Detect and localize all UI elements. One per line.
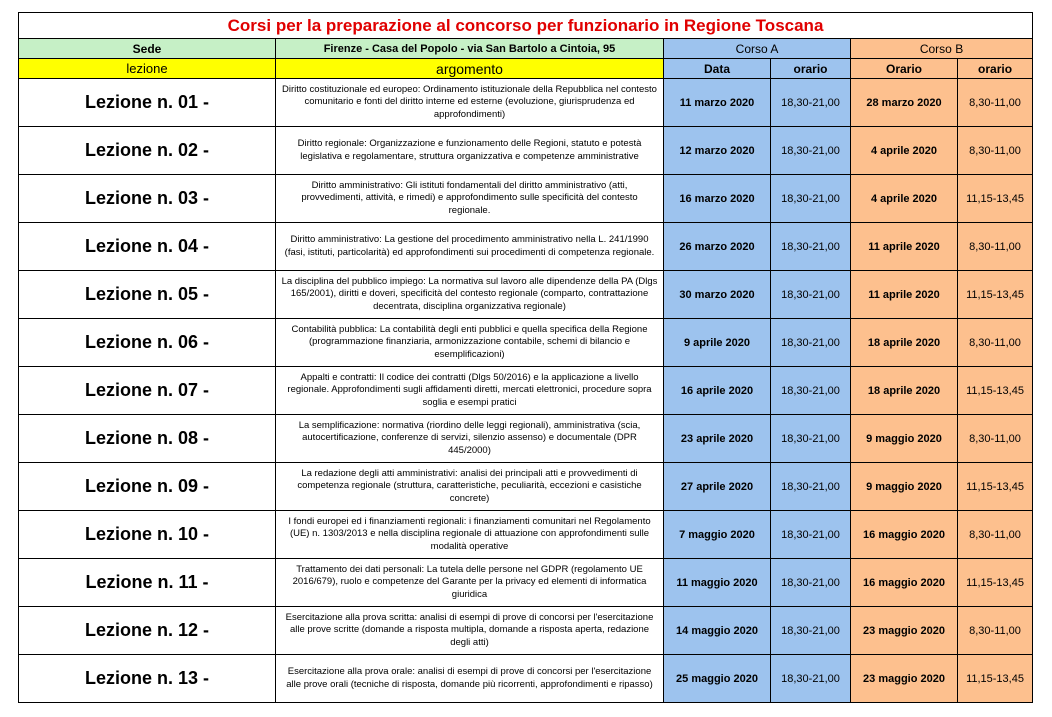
corso-b-time: 8,30-11,00 (958, 415, 1033, 463)
lesson-name: Lezione n. 10 - (19, 511, 276, 559)
lesson-topic: Diritto regionale: Organizzazione e funzionamento delle Regioni, statuto e potestà legislativa e regolamentare, struttura organizzativa e competenze amministrative (276, 127, 664, 175)
lesson-name: Lezione n. 12 - (19, 607, 276, 655)
table-row (19, 319, 1033, 367)
corso-a-date: 23 aprile 2020 (664, 415, 771, 463)
corso-b-date: 16 maggio 2020 (851, 511, 958, 559)
table-row (19, 415, 1033, 463)
lezione-header: lezione (19, 59, 276, 79)
corso-a-time: 18,30-21,00 (771, 415, 851, 463)
corso-b-date: 9 maggio 2020 (851, 463, 958, 511)
corso-a-date: 27 aprile 2020 (664, 463, 771, 511)
corso-a-time: 18,30-21,00 (771, 367, 851, 415)
lesson-topic: La semplificazione: normativa (riordino delle leggi regionali), amministrativa (scia, autocertificazione, conferenze di servizi, silenzio assenso) e documentale (DPR 445/2000) (276, 415, 664, 463)
lesson-name: Lezione n. 06 - (19, 319, 276, 367)
lesson-name: Lezione n. 03 - (19, 175, 276, 223)
corso-a-time: 18,30-21,00 (771, 463, 851, 511)
sede-label: Sede (19, 39, 276, 59)
orario-b-header-1: Orario (851, 59, 958, 79)
corso-a-time: 18,30-21,00 (771, 271, 851, 319)
corso-a-date: 9 aprile 2020 (664, 319, 771, 367)
orario-a-header: orario (771, 59, 851, 79)
corso-b-time: 11,15-13,45 (958, 367, 1033, 415)
corso-b-time: 11,15-13,45 (958, 559, 1033, 607)
table-row (19, 511, 1033, 559)
corso-b-date: 11 aprile 2020 (851, 271, 958, 319)
lesson-topic: Esercitazione alla prova orale: analisi di esempi di prove di concorsi per l'esercitazione alle prove orali (tecniche di risposta, domande più ricorrenti, approfondimenti e ripasso) (276, 655, 664, 703)
orario-b-header-2: orario (958, 59, 1033, 79)
corso-b-date: 16 maggio 2020 (851, 559, 958, 607)
corso-b-date: 18 aprile 2020 (851, 319, 958, 367)
lesson-topic: Contabilità pubblica: La contabilità degli enti pubblici e quella specifica della Regione (programmazione finanziaria, armonizzazione contabile, schemi di bilancio e esemplificazioni) (276, 319, 664, 367)
sede-value: Firenze - Casa del Popolo - via San Bartolo a Cintoia, 95 (276, 39, 664, 59)
corso-b-date: 4 aprile 2020 (851, 127, 958, 175)
corso-a-date: 26 marzo 2020 (664, 223, 771, 271)
corso-a-date: 25 maggio 2020 (664, 655, 771, 703)
corso-b-time: 8,30-11,00 (958, 127, 1033, 175)
corso-a-time: 18,30-21,00 (771, 607, 851, 655)
schedule-table (18, 12, 1033, 703)
lesson-name: Lezione n. 05 - (19, 271, 276, 319)
corso-a-time: 18,30-21,00 (771, 79, 851, 127)
corso-b-time: 8,30-11,00 (958, 511, 1033, 559)
lesson-name: Lezione n. 04 - (19, 223, 276, 271)
table-row (19, 271, 1033, 319)
lesson-topic: Esercitazione alla prova scritta: analisi di esempi di prove di concorsi per l'esercitazione alle prove scritte (domande a risposta multipla, domande a risposta aperta, redazione degli atti) (276, 607, 664, 655)
corso-a-date: 11 marzo 2020 (664, 79, 771, 127)
corso-a-date: 16 marzo 2020 (664, 175, 771, 223)
lesson-name: Lezione n. 07 - (19, 367, 276, 415)
corso-b-date: 23 maggio 2020 (851, 655, 958, 703)
corso-b-date: 18 aprile 2020 (851, 367, 958, 415)
data-header: Data (664, 59, 771, 79)
table-row (19, 367, 1033, 415)
corso-a-date: 14 maggio 2020 (664, 607, 771, 655)
table-row (19, 655, 1033, 703)
argomento-header: argomento (276, 59, 664, 79)
lesson-name: Lezione n. 13 - (19, 655, 276, 703)
lesson-topic: I fondi europei ed i finanziamenti regionali: i finanziamenti comunitari nel Regolamento (UE) n. 1303/2013 e nella disciplina regionale di attuazione con approfondimenti sulle modalità operative (276, 511, 664, 559)
corso-a-header: Corso A (664, 39, 851, 59)
corso-a-time: 18,30-21,00 (771, 319, 851, 367)
lesson-topic: Diritto amministrativo: La gestione del procedimento amministrativo nella L. 241/1990 (fasi, istituti, particolarità) ed approfondimenti sui procedimenti di competenza regionale. (276, 223, 664, 271)
corso-a-date: 16 aprile 2020 (664, 367, 771, 415)
corso-a-time: 18,30-21,00 (771, 223, 851, 271)
table-row (19, 175, 1033, 223)
corso-b-date: 28 marzo 2020 (851, 79, 958, 127)
table-row (19, 127, 1033, 175)
corso-b-date: 23 maggio 2020 (851, 607, 958, 655)
corso-a-date: 12 marzo 2020 (664, 127, 771, 175)
table-row (19, 559, 1033, 607)
lesson-name: Lezione n. 09 - (19, 463, 276, 511)
table-row (19, 463, 1033, 511)
corso-a-date: 11 maggio 2020 (664, 559, 771, 607)
lesson-topic: Diritto costituzionale ed europeo: Ordinamento istituzionale della Repubblica nel contesto comunitario e fonti del diritto interne ed esterne (evoluzione, giurisprudenza ed approfondimenti) (276, 79, 664, 127)
page-title: Corsi per la preparazione al concorso per funzionario in Regione Toscana (19, 13, 1033, 39)
lesson-topic: Appalti e contratti: Il codice dei contratti (Dlgs 50/2016) e la applicazione a livello regionale. Approfondimenti sugli affidamenti diretti, mercati elettronici, procedure sopra soglia e esempi pratici (276, 367, 664, 415)
corso-b-time: 8,30-11,00 (958, 319, 1033, 367)
corso-a-time: 18,30-21,00 (771, 559, 851, 607)
corso-a-time: 18,30-21,00 (771, 655, 851, 703)
lesson-name: Lezione n. 02 - (19, 127, 276, 175)
table-row (19, 223, 1033, 271)
corso-a-time: 18,30-21,00 (771, 175, 851, 223)
table-row (19, 607, 1033, 655)
corso-a-date: 30 marzo 2020 (664, 271, 771, 319)
lesson-name: Lezione n. 01 - (19, 79, 276, 127)
corso-b-time: 11,15-13,45 (958, 271, 1033, 319)
lesson-topic: Diritto amministrativo: Gli istituti fondamentali del diritto amministrativo (atti, provvedimenti, attività, e rimedi) e approfondimento sulle specificità del contesto regionale. (276, 175, 664, 223)
corso-b-time: 8,30-11,00 (958, 223, 1033, 271)
corso-b-date: 9 maggio 2020 (851, 415, 958, 463)
corso-b-time: 8,30-11,00 (958, 79, 1033, 127)
lesson-topic: La disciplina del pubblico impiego: La normativa sul lavoro alle dipendenze della PA (Dlgs 165/2001), diritti e doveri, specificità del contesto regionale (comparto, contrattazione decentrata, disciplina organizzativa regionale) (276, 271, 664, 319)
corso-a-date: 7 maggio 2020 (664, 511, 771, 559)
corso-b-time: 11,15-13,45 (958, 463, 1033, 511)
corso-b-date: 11 aprile 2020 (851, 223, 958, 271)
lesson-name: Lezione n. 08 - (19, 415, 276, 463)
lesson-name: Lezione n. 11 - (19, 559, 276, 607)
lesson-topic: La redazione degli atti amministrativi: analisi dei principali atti e provvedimenti di competenza regionale (struttura, caratteristiche, peculiarità, eccezioni e casistiche concrete) (276, 463, 664, 511)
table-row (19, 79, 1033, 127)
corso-b-time: 11,15-13,45 (958, 175, 1033, 223)
corso-b-date: 4 aprile 2020 (851, 175, 958, 223)
corso-b-time: 11,15-13,45 (958, 655, 1033, 703)
corso-b-header: Corso B (851, 39, 1033, 59)
corso-a-time: 18,30-21,00 (771, 511, 851, 559)
lesson-topic: Trattamento dei dati personali: La tutela delle persone nel GDPR (regolamento UE 2016/679), ruolo e competenze del Garante per la privacy ed elementi di informatica giuridica (276, 559, 664, 607)
corso-a-time: 18,30-21,00 (771, 127, 851, 175)
corso-b-time: 8,30-11,00 (958, 607, 1033, 655)
